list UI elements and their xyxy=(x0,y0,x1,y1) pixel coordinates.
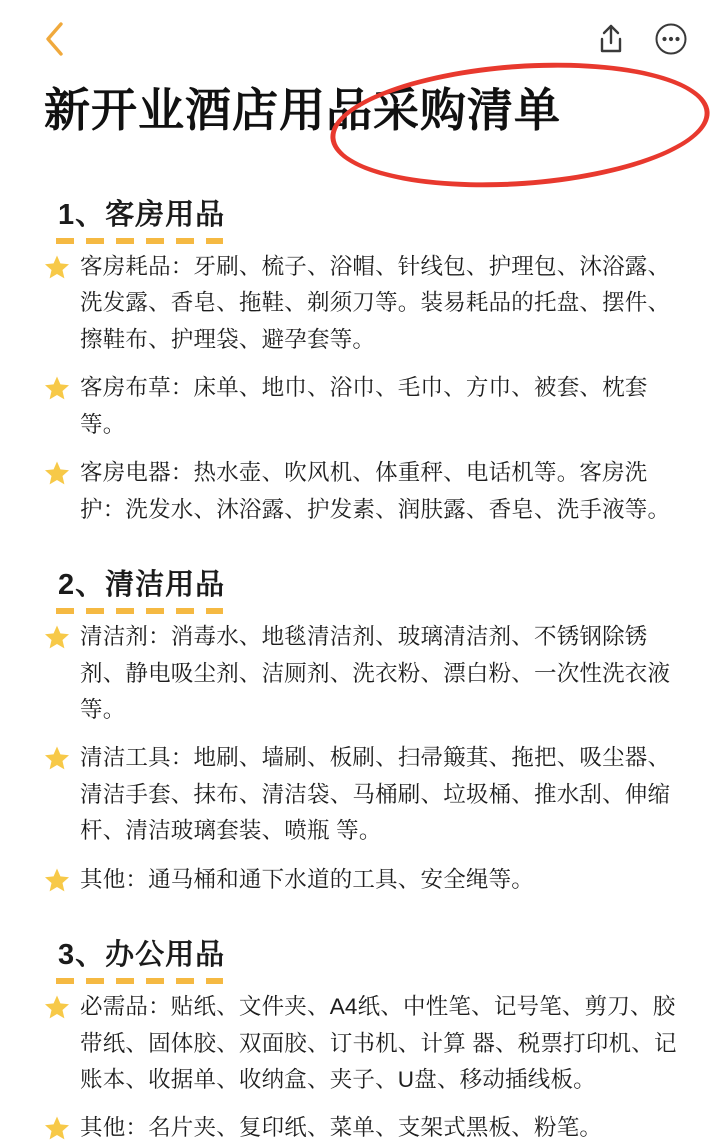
star-icon xyxy=(44,460,70,486)
star-icon xyxy=(44,1115,70,1141)
dashed-underline xyxy=(56,608,223,614)
page-title-area xyxy=(0,78,722,170)
chevron-left-icon[interactable] xyxy=(42,19,68,59)
page-title: 新开业酒店用品采购清单 xyxy=(44,84,561,136)
section-heading-text: 2、清洁用品 xyxy=(58,569,226,602)
section-heading xyxy=(58,192,225,233)
list-item xyxy=(44,862,688,898)
list-item xyxy=(44,1110,688,1146)
list-item xyxy=(44,455,688,528)
star-icon xyxy=(44,867,70,893)
list-item-text: 客房耗品：牙刷、梳子、浴帽、针线包、护理包、沐浴露、洗发露、香皂、拖鞋、剃须刀等。装易耗品的托盘、摆件、擦鞋布、护理袋、避孕套等。 xyxy=(80,254,671,352)
list-item-text: 客房电器：热水壶、吹风机、体重秤、电话机等。客房洗护：洗发水、沐浴露、护发素、润肤露、香皂、洗手液等。 xyxy=(80,460,671,522)
list-item-text: 清洁工具：地刷、墙刷、板刷、扫帚簸萁、拖把、吸尘器、清洁手套、抹布、清洁袋、马桶刷、垃圾桶、推水刮、伸缩杆、清洁玻璃套装、喷瓶 等。 xyxy=(80,745,671,844)
star-icon xyxy=(44,994,70,1020)
section-cleaning-supplies xyxy=(0,540,722,898)
list-item-text: 清洁剂：消毒水、地毯清洁剂、玻璃清洁剂、不锈钢除锈剂、静电吸尘剂、洁厕剂、洗衣粉、漂白粉、一次性洗衣液等。 xyxy=(80,624,671,722)
list-item-text: 其他：通马桶和通下水道的工具、安全绳等。 xyxy=(80,866,535,892)
section-heading-text: 1、客房用品 xyxy=(58,199,226,231)
share-icon[interactable] xyxy=(594,22,628,56)
section-heading xyxy=(58,562,225,603)
top-navigation-bar xyxy=(0,0,722,78)
list-item-text: 客房布草：床单、地巾、浴巾、毛巾、方巾、被套、枕套等。 xyxy=(80,375,648,437)
dashed-underline xyxy=(56,238,223,244)
section-heading-text: 3、办公用品 xyxy=(58,939,226,972)
top-bar-actions xyxy=(594,22,688,56)
list-item xyxy=(44,989,688,1098)
more-options-icon[interactable] xyxy=(654,22,688,56)
section-heading xyxy=(58,932,225,973)
list-item xyxy=(44,370,688,443)
list-item-text: 其他：名片夹、复印纸、菜单、支架式黑板、粉笔。 xyxy=(80,1115,603,1141)
star-icon xyxy=(44,745,70,771)
star-icon xyxy=(44,375,70,401)
star-icon xyxy=(44,254,70,280)
list-item xyxy=(44,619,688,728)
list-item xyxy=(44,740,688,849)
section-office-supplies xyxy=(0,910,722,1147)
dashed-underline xyxy=(56,978,223,984)
list-item-text: 必需品：贴纸、文件夹、A4纸、中性笔、记号笔、剪刀、胶带纸、固体胶、双面胶、订书机、计算 器、税票打印机、记账本、收据单、收纳盒、夹子、U盘、移动插线板。 xyxy=(80,994,677,1092)
list-item xyxy=(44,249,688,358)
star-icon xyxy=(44,624,70,650)
section-room-supplies xyxy=(0,170,722,528)
